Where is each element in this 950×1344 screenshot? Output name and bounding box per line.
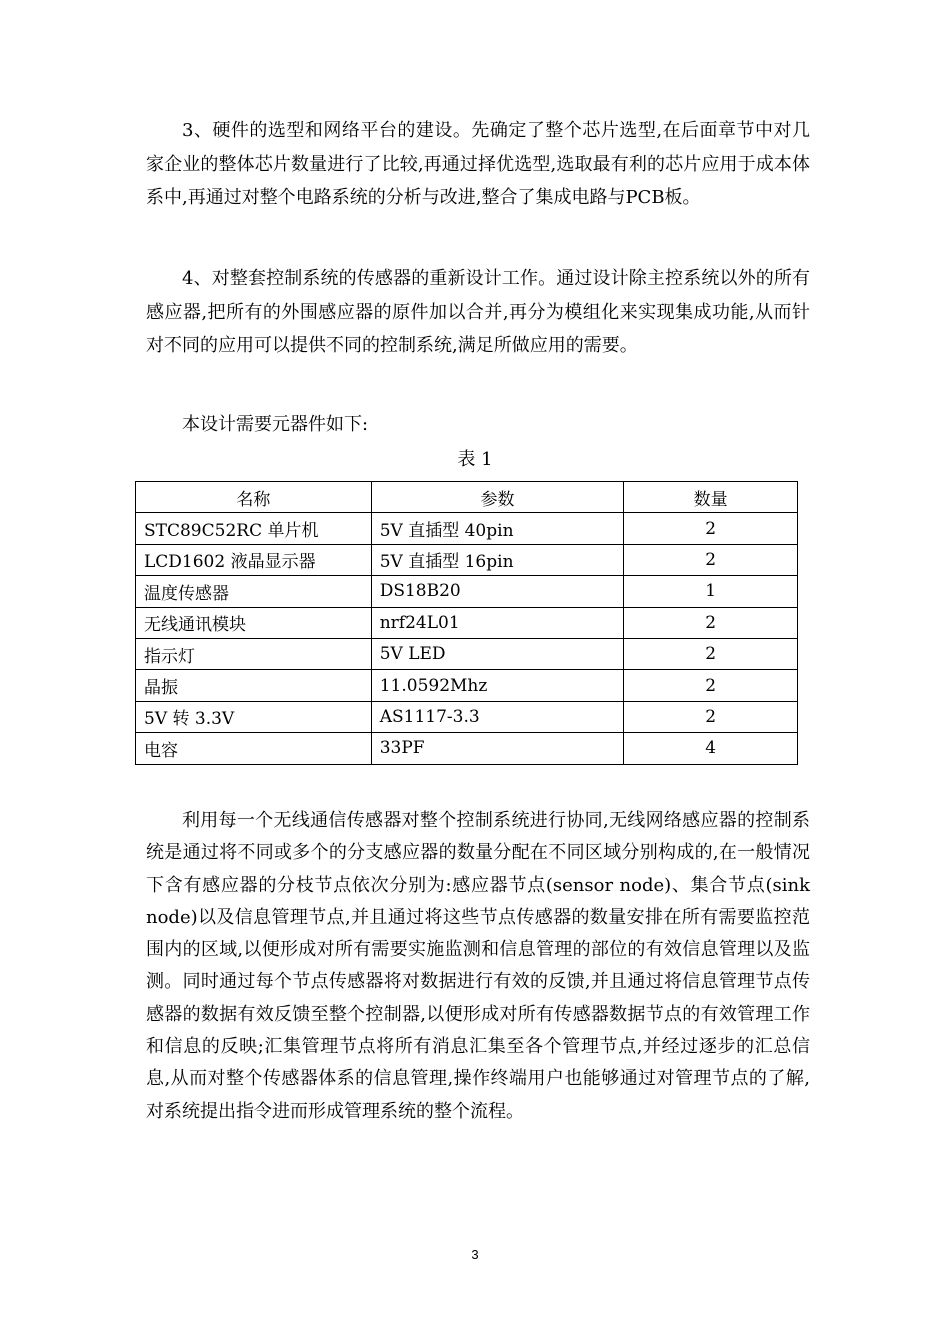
page-number: 3 — [471, 1247, 479, 1262]
cell-params: AS1117-3.3 — [371, 701, 624, 732]
cell-params: nrf24L01 — [371, 607, 624, 638]
cell-quantity: 1 — [624, 576, 798, 607]
cell-params: 5V 直插型 16pin — [371, 544, 624, 575]
cell-name: 指示灯 — [136, 638, 372, 669]
cell-name: 晶振 — [136, 670, 372, 701]
table-header-row — [136, 482, 798, 513]
header-name: 名称 — [136, 482, 372, 513]
cell-name: STC89C52RC 单片机 — [136, 513, 372, 544]
table-row — [136, 670, 798, 701]
cell-quantity: 2 — [624, 701, 798, 732]
cell-name: 温度传感器 — [136, 576, 372, 607]
cell-params: 5V 直插型 40pin — [371, 513, 624, 544]
cell-params: 33PF — [371, 733, 624, 764]
components-table — [135, 481, 798, 765]
cell-quantity: 4 — [624, 733, 798, 764]
paragraph-sensor-redesign: 4、对整套控制系统的传感器的重新设计工作。通过设计除主控系统以外的所有感应器,把所有的外围感应器的原件加以合并,再分为模组化来实现集成功能,从而针对不同的应用可以提供不同的控制系统,满足所做应用的需要。 — [146, 268, 810, 356]
cell-quantity: 2 — [624, 607, 798, 638]
cell-quantity: 2 — [624, 638, 798, 669]
cell-params: 11.0592Mhz — [371, 670, 624, 701]
table-row — [136, 607, 798, 638]
paragraph-hardware-selection: 3、硬件的选型和网络平台的建设。先确定了整个芯片选型,在后面章节中对几家企业的整体芯片数量进行了比较,再通过择优选型,选取最有利的芯片应用于成本体系中,再通过对整个电路系统的分析与改进,整合了集成电路与PCB板。 — [146, 120, 810, 208]
paragraph-components-intro: 本设计需要元器件如下: — [182, 414, 369, 435]
table-row — [136, 544, 798, 575]
cell-name: 无线通讯模块 — [136, 607, 372, 638]
table-caption: 表 1 — [457, 449, 493, 470]
cell-quantity: 2 — [624, 513, 798, 544]
paragraph-wireless-network: 利用每一个无线通信传感器对整个控制系统进行协同,无线网络感应器的控制系统是通过将不同或多个的分支感应器的数量分配在不同区域分别构成的,在一般情况下含有感应器的分枝节点依次分别为:感应器节点(sensor node)、集合节点(sink node)以及信息管理节点,并且通过将这些节点传感器的数量安排在所有需要监控范围内的区域,以便形成对所有需要实施监测和信息管理的部位的有效信息管理以及监测。同时通过每个节点传感器将对数据进行有效的反馈,并且通过将信息管理节点传感器的数据有效反馈至整个控制器,以便形成对所有传感器数据节点的有效管理工作和信息的反映;汇集管理节点将所有消息汇集至各个管理节点,并经过逐步的汇总信息,从而对整个传感器体系的信息管理,操作终端用户也能够通过对管理节点的了解,对系统提出指令进而形成管理系统的整个流程。 — [146, 810, 810, 1122]
table-row — [136, 513, 798, 544]
table-row — [136, 638, 798, 669]
table-row — [136, 733, 798, 764]
cell-name: 5V 转 3.3V — [136, 701, 372, 732]
header-params: 参数 — [371, 482, 624, 513]
cell-params: DS18B20 — [371, 576, 624, 607]
table-row — [136, 701, 798, 732]
cell-name: 电容 — [136, 733, 372, 764]
header-quantity: 数量 — [624, 482, 798, 513]
table-row — [136, 576, 798, 607]
cell-quantity: 2 — [624, 670, 798, 701]
cell-params: 5V LED — [371, 638, 624, 669]
cell-name: LCD1602 液晶显示器 — [136, 544, 372, 575]
cell-quantity: 2 — [624, 544, 798, 575]
